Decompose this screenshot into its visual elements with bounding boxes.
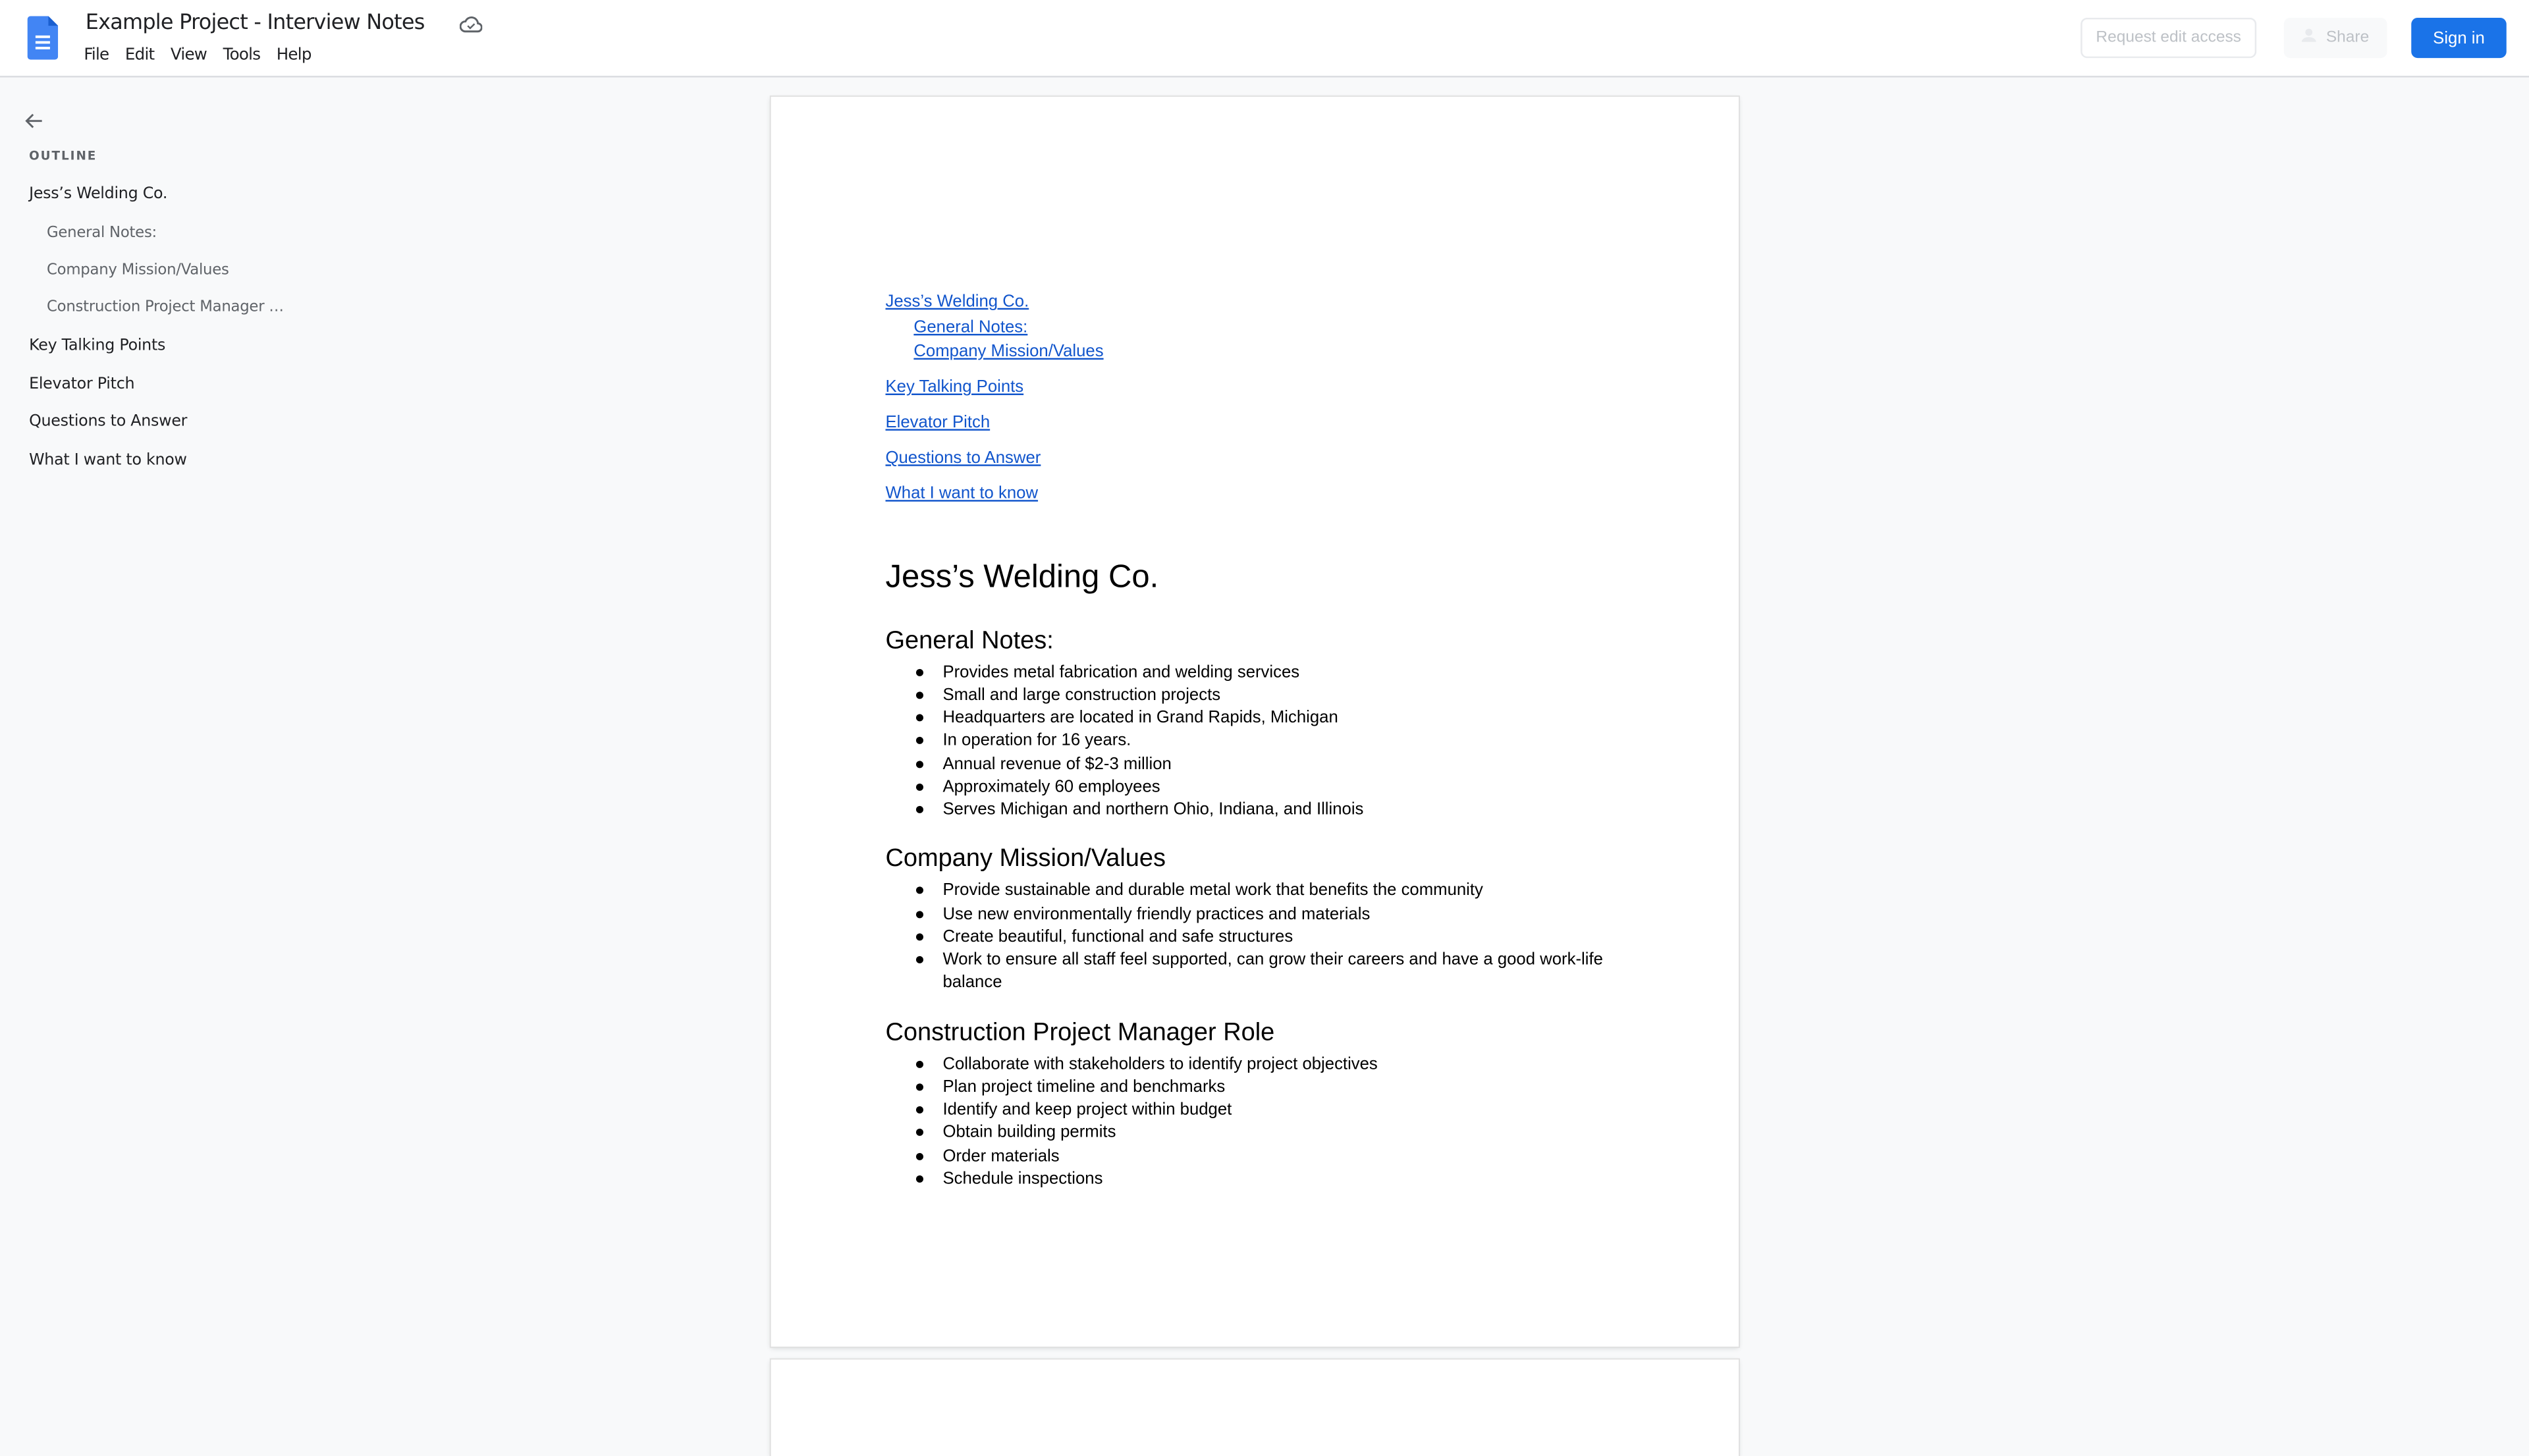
document-title[interactable]: Example Project - Interview Notes — [85, 11, 425, 36]
toc-link[interactable]: What I want to know — [885, 483, 1039, 504]
heading-1: Jess’s Welding Co. — [885, 558, 1159, 595]
bullet-list — [886, 661, 1644, 821]
outline-item[interactable]: What I want to know — [29, 451, 187, 470]
toc-link[interactable]: Jess’s Welding Co. — [885, 292, 1029, 311]
cloud-saved-icon[interactable] — [460, 14, 482, 34]
menu-bar — [84, 47, 327, 65]
bullet-list — [886, 1052, 1644, 1190]
menu-file[interactable]: File — [84, 47, 109, 65]
outline-item[interactable]: Key Talking Points — [29, 337, 166, 355]
list-item: ● Work to ensure all staff feel supported, can grow their careers and have a good work-life balance — [914, 950, 1603, 992]
outline-item[interactable]: Company Mission/Values — [47, 261, 229, 279]
document-content — [886, 290, 1644, 1191]
outline-item[interactable]: Jess’s Welding Co. — [29, 185, 168, 203]
toc-link[interactable]: General Notes: — [913, 317, 1028, 337]
toc-link[interactable]: Questions to Answer — [885, 448, 1041, 468]
request-edit-access-button[interactable]: Request edit access — [2080, 18, 2256, 58]
list-item: ● In operation for 16 years. — [914, 731, 1131, 751]
list-item: ● Use new environmentally friendly practices and materials — [914, 903, 1371, 924]
document-page-2 — [771, 1360, 1739, 1456]
toc-link[interactable]: Key Talking Points — [885, 377, 1024, 397]
section-heading: General Notes: — [885, 626, 1054, 655]
list-item: ● Identify and keep project within budget — [914, 1100, 1232, 1119]
list-item: ● Collaborate with stakeholders to identify project objectives — [914, 1054, 1378, 1073]
list-item: ● Provide sustainable and durable metal work that benefits the community — [914, 880, 1483, 901]
list-item: ● Provides metal fabrication and welding services — [914, 662, 1300, 682]
list-item: ● Plan project timeline and benchmarks — [914, 1077, 1226, 1096]
menu-view[interactable]: View — [170, 47, 207, 65]
section-heading: Construction Project Manager Role — [885, 1018, 1275, 1046]
menu-edit[interactable]: Edit — [124, 47, 155, 65]
menu-tools[interactable]: Tools — [223, 47, 261, 65]
list-item: ● Annual revenue of $2-3 million — [914, 753, 1172, 774]
outline-sidebar — [0, 78, 758, 1422]
list-item: ● Create beautiful, functional and safe structures — [914, 927, 1293, 946]
list-item: ● Small and large construction projects — [914, 685, 1221, 705]
menu-help[interactable]: Help — [276, 47, 312, 65]
top-bar — [0, 0, 2529, 78]
bullet-list — [886, 879, 1644, 994]
share-label: Share — [2325, 29, 2370, 47]
toc-link[interactable]: Company Mission/Values — [913, 342, 1104, 362]
outline-item[interactable]: General Notes: — [47, 224, 157, 242]
list-item: ● Headquarters are located in Grand Rapids, Michigan — [914, 708, 1338, 728]
table-of-contents — [886, 290, 1644, 507]
outline-item[interactable]: Questions to Answer — [29, 412, 188, 431]
list-item: ● Serves Michigan and northern Ohio, Indiana, and Illinois — [914, 799, 1364, 820]
outline-heading: OUTLINE — [29, 148, 97, 163]
toc-link[interactable]: Elevator Pitch — [885, 412, 991, 433]
share-button[interactable] — [2284, 18, 2387, 58]
list-item: ● Obtain building permits — [914, 1123, 1116, 1143]
back-arrow-icon[interactable] — [22, 110, 45, 132]
list-item: ● Order materials — [914, 1146, 1060, 1166]
docs-logo-icon[interactable] — [28, 16, 59, 59]
sign-in-button[interactable]: Sign in — [2411, 18, 2506, 58]
list-item: ● Approximately 60 employees — [914, 776, 1160, 797]
share-person-icon — [2302, 28, 2316, 49]
outline-item[interactable]: Elevator Pitch — [29, 375, 135, 394]
section-heading: Company Mission/Values — [885, 845, 1166, 873]
list-item: ● Schedule inspections — [914, 1168, 1103, 1189]
document-page — [771, 97, 1739, 1347]
outline-item[interactable]: Construction Project Manager … — [47, 298, 284, 317]
